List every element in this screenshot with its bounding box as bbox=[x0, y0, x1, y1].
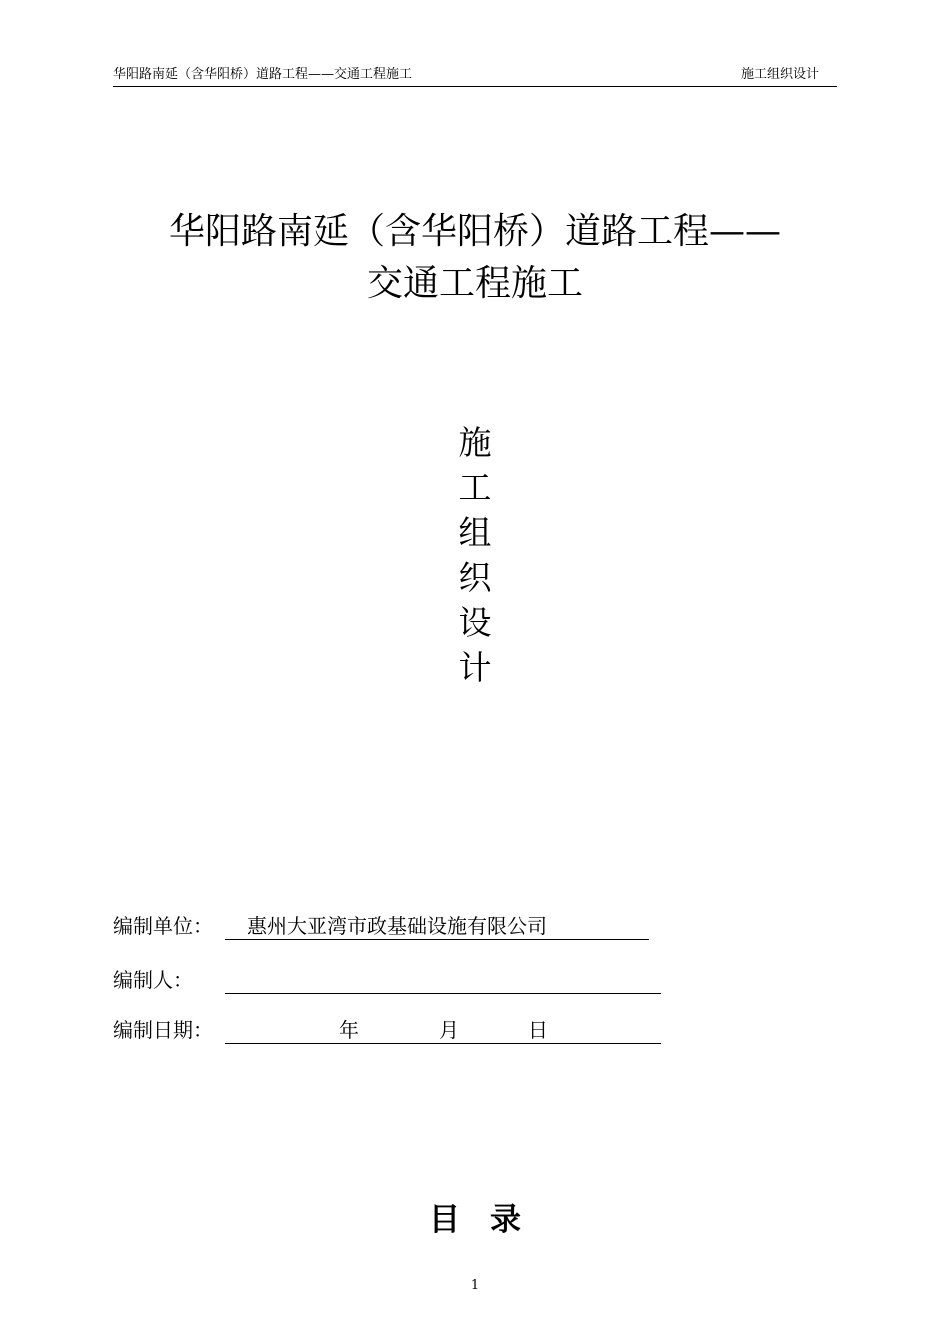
document-title bbox=[60, 206, 890, 310]
compiling-unit-value: 惠州大亚湾市政基础设施有限公司 bbox=[247, 914, 547, 938]
vertical-subtitle-char: 设 bbox=[458, 603, 492, 642]
compiling-unit-field bbox=[225, 912, 649, 940]
page-header bbox=[113, 66, 837, 87]
vertical-subtitle-char: 组 bbox=[458, 513, 492, 552]
date-month-label: 月 bbox=[439, 1018, 459, 1042]
header-doc-type: 施工组织设计 bbox=[740, 67, 819, 82]
vertical-subtitle bbox=[440, 420, 510, 690]
page-number: 1 bbox=[470, 1278, 480, 1293]
vertical-subtitle-char: 施 bbox=[458, 423, 492, 462]
vertical-subtitle-char: 织 bbox=[458, 558, 492, 597]
header-project-title: 华阳路南延（含华阳桥）道路工程——交通工程施工 bbox=[113, 67, 413, 82]
table-of-contents-heading: 目录 bbox=[429, 1202, 551, 1238]
vertical-subtitle-char: 工 bbox=[458, 468, 492, 507]
compile-date-label: 编制日期： bbox=[113, 1018, 213, 1042]
document-title-line2: 交通工程施工 bbox=[366, 263, 583, 304]
date-day-label: 日 bbox=[528, 1018, 548, 1042]
compiler-field bbox=[225, 966, 661, 994]
compiling-unit-label: 编制单位： bbox=[113, 914, 213, 938]
date-year-label: 年 bbox=[339, 1018, 359, 1042]
compiler-label: 编制人： bbox=[113, 968, 193, 992]
vertical-subtitle-char: 计 bbox=[458, 648, 492, 687]
compile-date-field bbox=[225, 1016, 661, 1044]
document-title-line1: 华阳路南延（含华阳桥）道路工程—— bbox=[168, 211, 781, 252]
